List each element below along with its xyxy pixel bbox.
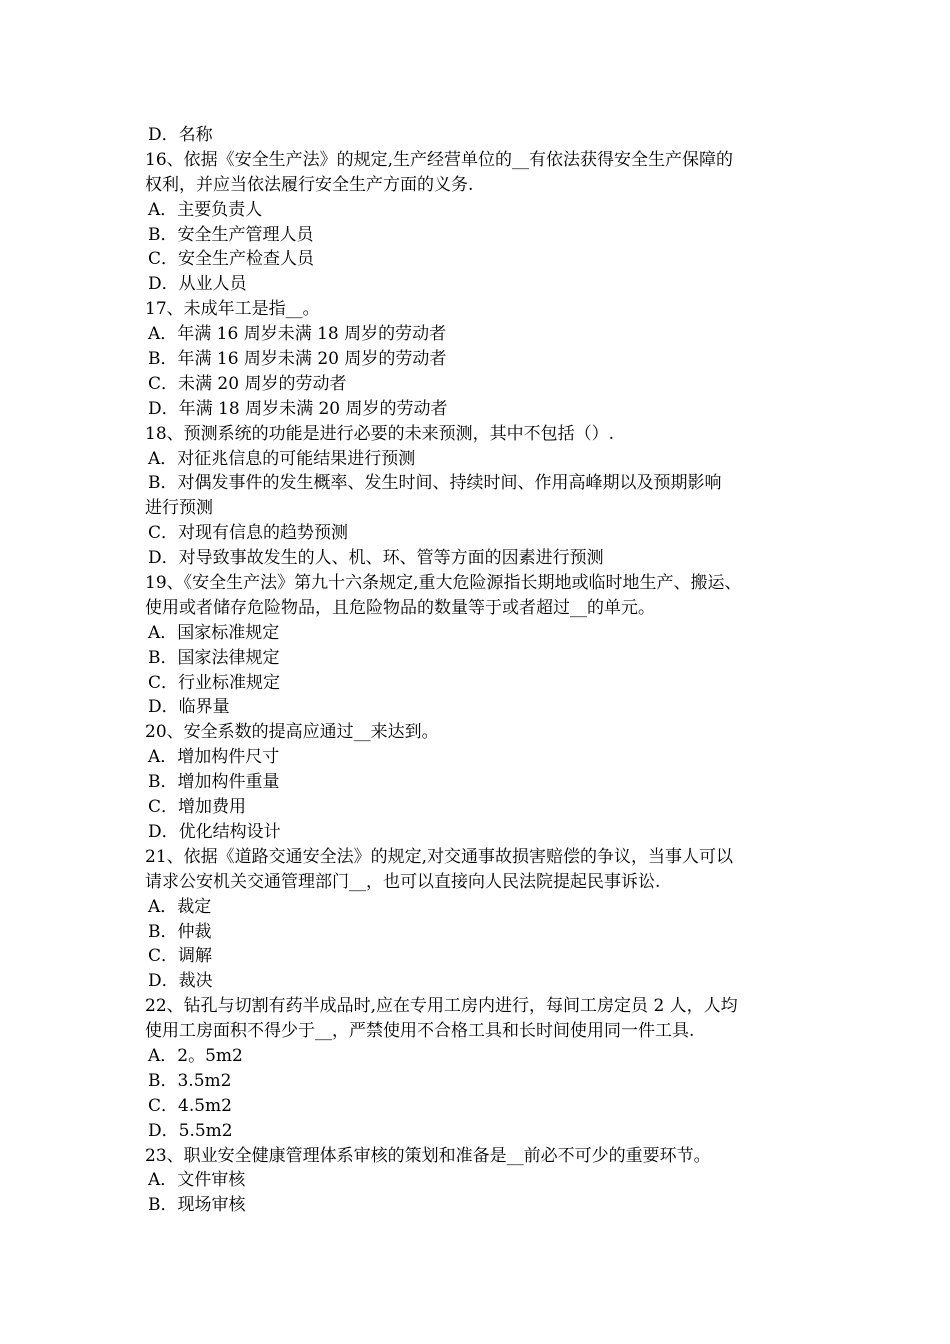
answer-option-line: D．5.5m2 xyxy=(148,1120,233,1141)
answer-option-line: C．未满 20 周岁的劳动者 xyxy=(148,373,347,394)
question-text-line: 19、《安全生产法》第九十六条规定,重大危险源指长期地或临时地生产、搬运、 xyxy=(145,573,742,594)
answer-option-line: C．对现有信息的趋势预测 xyxy=(148,523,349,544)
answer-option-line: B．仲裁 xyxy=(148,921,212,942)
question-text-line: 权利，并应当依法履行安全生产方面的义务. xyxy=(145,174,474,195)
document-page xyxy=(145,123,825,1218)
answer-option-line: A．国家标准规定 xyxy=(148,622,280,643)
answer-option-line: C．行业标准规定 xyxy=(148,672,281,693)
answer-option-line: D．从业人员 xyxy=(148,274,247,295)
question-text-line: 17、未成年工是指__。 xyxy=(145,299,320,320)
answer-option-line: D．年满 18 周岁未满 20 周岁的劳动者 xyxy=(148,398,448,419)
question-text-line: 21、依据《道路交通安全法》的规定,对交通事故损害赔偿的争议，当事人可以 xyxy=(145,846,734,867)
answer-option-line: A．裁定 xyxy=(148,896,212,917)
answer-option-line: D．优化结构设计 xyxy=(148,821,281,842)
question-text-line: 23、职业安全健康管理体系审核的策划和准备是__前必不可少的重要环节。 xyxy=(145,1145,711,1166)
answer-option-line: C．调解 xyxy=(148,946,213,967)
answer-option-line: D．名称 xyxy=(148,125,213,145)
answer-option-line: A．年满 16 周岁未满 18 周岁的劳动者 xyxy=(148,324,447,345)
question-text-line: 使用或者储存危险物品，且危险物品的数量等于或者超过__的单元。 xyxy=(145,597,655,618)
question-text-line: 18、预测系统的功能是进行必要的未来预测，其中不包括（）. xyxy=(145,423,615,444)
answer-option-line: C．安全生产检查人员 xyxy=(148,249,315,270)
answer-option-line: B．对偶发事件的发生概率、发生时间、持续时间、作用高峰期以及预期影响 xyxy=(148,473,722,494)
answer-option-line: A．2。5m2 xyxy=(148,1045,243,1066)
answer-option-line: B．增加构件重量 xyxy=(148,772,280,793)
answer-option-line: C．4.5m2 xyxy=(148,1095,232,1116)
answer-option-line: A．对征兆信息的可能结果进行预测 xyxy=(148,448,416,469)
answer-option-line: C．增加费用 xyxy=(148,797,247,818)
answer-option-line: A．文件审核 xyxy=(148,1170,246,1191)
answer-option-line: D．临界量 xyxy=(148,697,230,718)
question-text-line: 22、钻孔与切割有药半成品时,应在专用工房内进行，每间工房定员 2 人，人均 xyxy=(145,996,738,1017)
question-text-line: 使用工房面积不得少于__，严禁使用不合格工具和长时间使用同一件工具. xyxy=(145,1021,695,1042)
answer-option-line: B．年满 16 周岁未满 20 周岁的劳动者 xyxy=(148,349,447,370)
answer-option-line: D．裁决 xyxy=(148,971,213,992)
answer-option-line: A．增加构件尺寸 xyxy=(148,747,280,768)
question-text-line: 20、安全系数的提高应通过__来达到。 xyxy=(145,722,439,743)
question-text-line: 16、依据《安全生产法》的规定,生产经营单位的__有依法获得安全生产保障的 xyxy=(145,149,734,170)
answer-option-line: B．3.5m2 xyxy=(148,1070,232,1091)
answer-option-line: B．现场审核 xyxy=(148,1195,246,1216)
answer-option-line: A．主要负责人 xyxy=(148,199,263,220)
question-text-line: 请求公安机关交通管理部门__，也可以直接向人民法院提起民事诉讼. xyxy=(145,871,661,892)
question-text-line: 进行预测 xyxy=(145,498,213,519)
answer-option-line: D．对导致事故发生的人、机、环、管等方面的因素进行预测 xyxy=(148,548,604,569)
answer-option-line: B．安全生产管理人员 xyxy=(148,224,314,245)
answer-option-line: B．国家法律规定 xyxy=(148,647,280,668)
